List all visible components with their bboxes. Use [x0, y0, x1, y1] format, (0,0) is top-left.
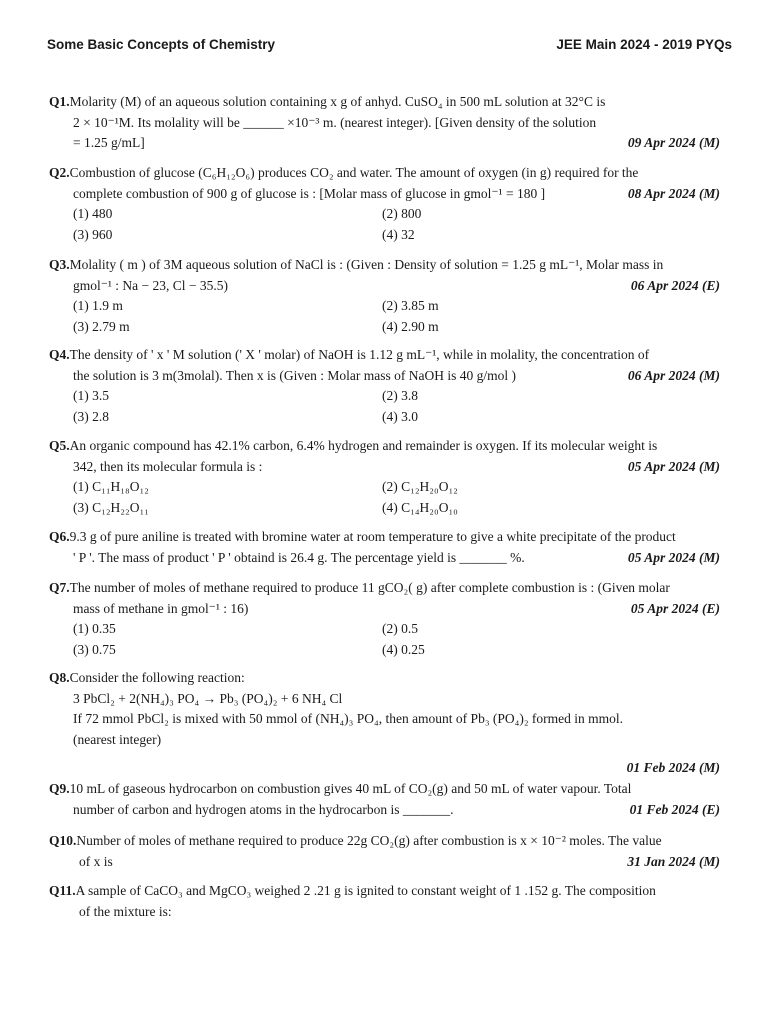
question-5: [49, 436, 720, 518]
option: (1) 0.35: [73, 621, 116, 636]
question-text-line: of the mixture is:: [79, 903, 172, 919]
option: (4) 2.90 m: [382, 318, 439, 334]
exam-date-tag: 06 Apr 2024 (M): [627, 367, 720, 383]
question-text-line: Molarity (M) of an aqueous solution containing x g of anhyd. CuSO₄ in 500 mL solution at 32°C is: [69, 94, 606, 109]
reaction-equation: 3 PbCl₂ + 2(NH₄)₃ PO₄ → Pb₃ (PO₄)₂ + 6 NH₄ Cl: [73, 690, 343, 706]
options-grid: [49, 296, 720, 337]
question-number: Q9.: [49, 781, 70, 796]
question-text-line: A sample of CaCO₃ and MgCO₃ weighed 2 .21 g is ignited to constant weight of 1 .152 g. The composition: [75, 883, 656, 898]
question-text-line: 10 mL of gaseous hydrocarbon on combustion gives 40 mL of CO₂(g) and 50 mL of water vapour. Total: [69, 781, 632, 796]
question-11: [49, 881, 720, 922]
options-grid: [49, 386, 720, 427]
options-grid: [49, 619, 720, 660]
option: (1) 480: [73, 206, 113, 221]
question-number: Q7.: [49, 580, 70, 595]
exam-date-tag: 05 Apr 2024 (M): [627, 549, 720, 565]
question-2: [49, 163, 720, 245]
question-7: [49, 578, 720, 660]
option: (2) C₁₂H₂₀O₁₂: [382, 479, 458, 494]
question-text-line: Combustion of glucose (C₆H₁₂O₆) produces CO₂ and water. The amount of oxygen (in g) required for the: [69, 165, 639, 180]
option: (2) 3.8: [382, 388, 418, 403]
question-text-line: ' P '. The mass of product ' P ' obtaind is 26.4 g. The percentage yield is _______ %.: [73, 549, 525, 565]
option: (4) C₁₄H₂₀O₁₀: [382, 499, 458, 515]
question-text-line: 2 × 10⁻¹M. Its molality will be ______ ×10⁻³ m. (nearest integer). [Given density of the solution: [73, 114, 597, 130]
option: (3) 2.79 m: [73, 318, 130, 334]
question-number: Q11.: [49, 883, 76, 898]
options-grid: [49, 477, 720, 518]
option: (4) 32: [382, 226, 415, 242]
question-text-line: The number of moles of methane required to produce 11 gCO₂( g) after complete combustion is : (Given molar: [69, 580, 670, 595]
question-number: Q4.: [49, 347, 70, 362]
question-8: [49, 668, 720, 779]
exam-date-tag: 06 Apr 2024 (E): [630, 277, 720, 293]
option: (4) 3.0: [382, 408, 418, 424]
options-grid: [49, 204, 720, 245]
header-subject: Some Basic Concepts of Chemistry: [47, 37, 276, 52]
question-number: Q2.: [49, 165, 70, 180]
question-text-line: The density of ' x ' M solution (' X ' molar) of NaOH is 1.12 g mL⁻¹, while in molality, the concentration of: [69, 347, 650, 362]
question-text-line: Consider the following reaction:: [69, 670, 245, 685]
question-text-line: gmol⁻¹ : Na − 23, Cl − 35.5): [73, 277, 229, 293]
option: (3) 0.75: [73, 641, 116, 657]
question-number: Q6.: [49, 529, 70, 544]
option: (3) C₁₂H₂₂O₁₁: [73, 499, 149, 515]
exam-date-tag: 05 Apr 2024 (M): [627, 458, 720, 474]
option: (3) 960: [73, 226, 113, 242]
question-text-line: of x is: [79, 853, 113, 869]
question-4: [49, 345, 720, 427]
question-1: [49, 92, 720, 154]
question-10: [49, 831, 720, 872]
exam-date-tag: 08 Apr 2024 (M): [627, 185, 720, 201]
header-exam: JEE Main 2024 - 2019 PYQs: [556, 37, 732, 52]
question-3: [49, 255, 720, 337]
question-text-line: (nearest integer): [73, 731, 162, 747]
option: (1) 3.5: [73, 388, 109, 403]
exam-date-tag: 01 Feb 2024 (E): [629, 801, 720, 817]
exam-date-tag: 05 Apr 2024 (E): [630, 600, 720, 616]
question-text-line: Molality ( m ) of 3M aqueous solution of NaCl is : (Given : Density of solution = 1.25 g mL⁻¹, Molar mass in: [69, 257, 664, 272]
question-number: Q3.: [49, 257, 70, 272]
option: (2) 0.5: [382, 621, 418, 636]
question-text-line: If 72 mmol PbCl₂ is mixed with 50 mmol of (NH₄)₃ PO₄, then amount of Pb₃ (PO₄)₂ formed in mmol.: [73, 711, 624, 726]
option: (3) 2.8: [73, 408, 109, 424]
question-text-line: mass of methane in gmol⁻¹ : 16): [73, 600, 249, 616]
exam-date-tag: 31 Jan 2024 (M): [627, 853, 720, 869]
question-text-line: number of carbon and hydrogen atoms in the hydrocarbon is _______.: [73, 801, 454, 817]
question-text-line: 342, then its molecular formula is :: [73, 458, 263, 474]
option: (2) 800: [382, 206, 422, 221]
question-number: Q5.: [49, 438, 70, 453]
exam-date-tag: 01 Feb 2024 (M): [626, 760, 720, 775]
question-text-line: 9.3 g of pure aniline is treated with bromine water at room temperature to give a white precipitate of the product: [69, 529, 676, 544]
option: (1) C₁₁H₁₈O₁₂: [73, 479, 149, 494]
question-number: Q1.: [49, 94, 70, 109]
question-number: Q8.: [49, 670, 70, 685]
option: (1) 1.9 m: [73, 298, 123, 313]
question-text-line: the solution is 3 m(3molal). Then x is (Given : Molar mass of NaOH is 40 g/mol ): [73, 367, 516, 383]
exam-date-tag: 09 Apr 2024 (M): [627, 135, 720, 150]
question-text-line: = 1.25 g/mL]: [73, 135, 145, 150]
option: (4) 0.25: [382, 641, 425, 657]
question-text-line: An organic compound has 42.1% carbon, 6.4% hydrogen and remainder is oxygen. If its molecular weight is: [69, 438, 658, 453]
question-9: [49, 779, 720, 820]
question-6: [49, 527, 720, 568]
option: (2) 3.85 m: [382, 298, 439, 313]
question-text-line: complete combustion of 900 g of glucose is : [Molar mass of glucose in gmol⁻¹ = 180 ]: [73, 185, 546, 201]
question-text-line: Number of moles of methane required to produce 22g CO₂(g) after combustion is x × 10⁻² moles. The value: [76, 833, 662, 848]
question-number: Q10.: [49, 833, 77, 848]
